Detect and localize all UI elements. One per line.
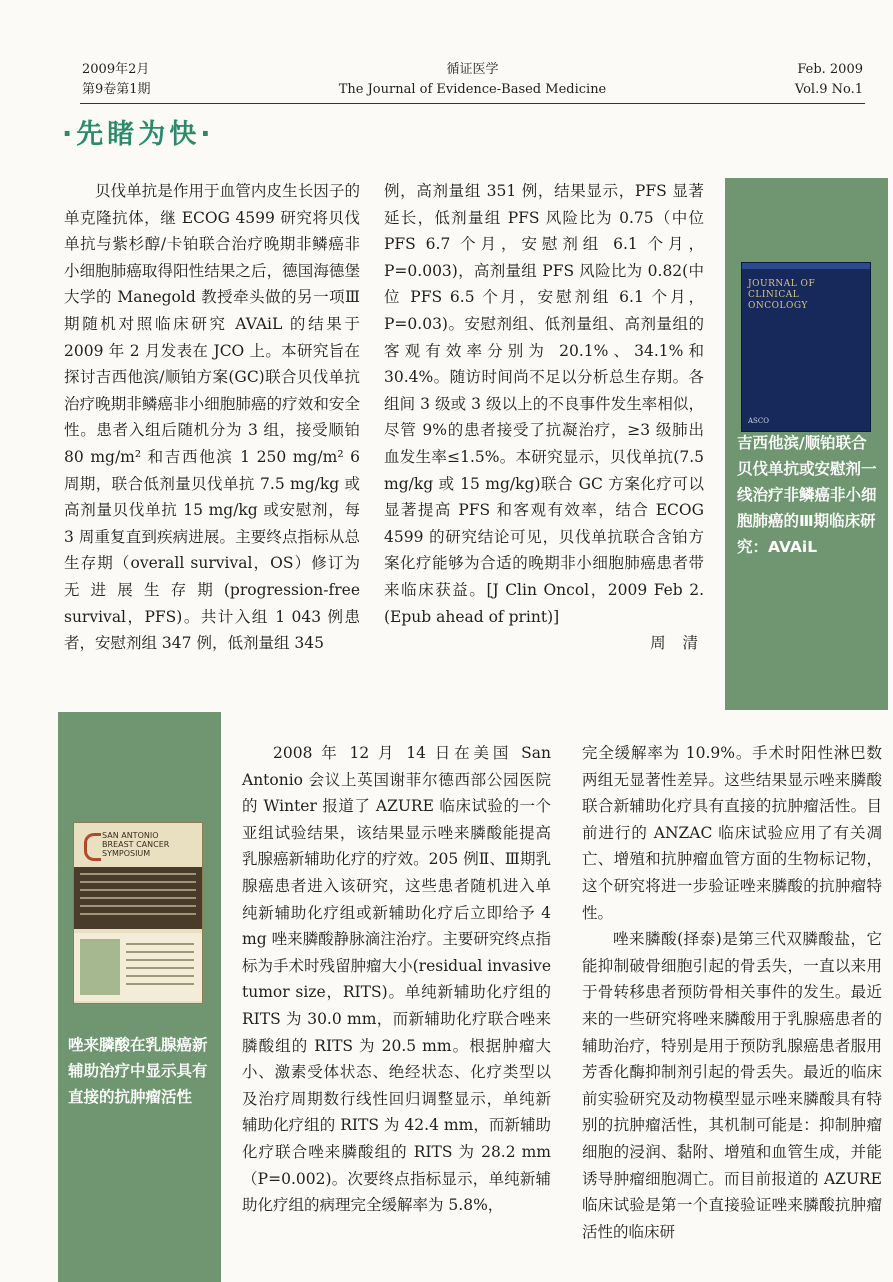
article2-paragraph-cont: 完全缓解率为 10.9%。手术时阳性淋巴数两组无显著性差异。这些结果显示唑来膦酸联合新辅助化疗具有直接的抗肿瘤活性。目前进行的 ANZAC 临床试验应用了有关凋亡、增殖和抗肿瘤血管方面的生物标记物，这个研究将进一步验证唑来膦酸的抗肿瘤特性。 xyxy=(582,744,882,922)
article2-paragraph: 2008 年 12 月 14 日在美国 San Antonio 会议上英国谢菲尔德西部公园医院的 Winter 报道了 AZURE 临床试验的一个亚组试验结果，该结果显示唑来膦酸能提高乳腺癌新辅助化疗的疗效。205 例Ⅱ、Ⅲ期乳腺癌患者进入该研究，这些患者随机进入单纯新辅助化疗组或新辅助化疗后立即给予 4 mg 唑来膦酸静脉滴注治疗。主要研究终点指标为手术时残留肿瘤大小(residual invasive tumor size，RITS)。单纯新辅助化疗组的 RITS 为 30.0 mm，而新辅助化疗联合唑来膦酸组的 RITS 为 20.5 mm。根据肿瘤大小、激素受体状态、绝经状态、化疗类型以及治疗周期数行线性回归调整显示，单纯新辅助化疗组的 RITS 为 42.4 mm，而新辅助化疗联合唑来膦酸组的 RITS 为 28.2 mm（P=0.002)。次要终点指标显示，单纯新辅助化疗组的病理完全缓解率为 5.8%， xyxy=(242,744,551,1215)
article2-caption: 唑来膦酸在乳腺癌新辅助治疗中显示具有直接的抗肿瘤活性 xyxy=(68,1036,208,1106)
article1-column1 xyxy=(64,178,360,657)
section-title: ·先睹为快· xyxy=(62,119,215,150)
header-volume-en: Vol.9 No.1 xyxy=(794,82,863,97)
cover-footer-logo: ASCO xyxy=(748,417,769,425)
header-date: 2009年2月 xyxy=(82,62,150,77)
cover-photo xyxy=(80,939,120,995)
article2-paragraph2: 唑来膦酸(择泰)是第三代双膦酸盐，它能抑制破骨细胞引起的骨丢失，一直以来用于骨转移患者预防骨相关事件的发生。最近来的一些研究将唑来膦酸用于乳腺癌患者的辅助治疗，特别是用于预防乳腺癌患者服用芳香化酶抑制剂引起的骨丢失。最近的临床前实验研究及动物模型显示唑来膦酸具有特别的抗肿瘤活性，其机制可能是：抑制肿瘤细胞的浸润、黏附、增殖和血管生成，并能诱导肿瘤细胞凋亡。而目前报道的 AZURE 临床试验是第一个直接验证唑来膦酸抗肿瘤活性的临床研 xyxy=(582,930,882,1241)
journal-cover-image xyxy=(741,262,871,432)
article1-author: 周 清 xyxy=(650,634,704,653)
cover-text-band xyxy=(74,867,202,929)
article1-paragraph: 贝伐单抗是作用于血管内皮生长因子的单克隆抗体，继 ECOG 4599 研究将贝伐单抗与紫杉醇/卡铂联合治疗晚期非鳞癌非小细胞肺癌取得阳性结果之后，德国海德堡大学的 Manegold 教授牵头做的另一项Ⅲ期随机对照临床研究 AVAiL 的结果于 2009 年 2 月发表在 JCO 上。本研究旨在探讨吉西他滨/顺铂方案(GC)联合贝伐单抗治疗晚期非鳞癌非小细胞肺癌的疗效和安全性。患者入组后随机分为 3 组，接受顺铂 80 mg/m² 和吉西他滨 1 250 mg/m² 6 周期，联合低剂量贝伐单抗 7.5 mg/kg 或高剂量贝伐单抗 15 mg/kg 或安慰剂，每 3 周重复直到疾病进展。主要终点指标从总生存期（overall survival，OS）修订为无进展生存期(progression-free survival，PFS)。共计入组 1 043 例患者，安慰剂组 347 例，低剂量组 345 xyxy=(64,182,360,653)
header-journal xyxy=(300,60,645,100)
cover-symposium-title: SAN ANTONIO BREAST CANCER SYMPOSIUM xyxy=(102,831,170,858)
article2-column2 xyxy=(582,740,882,1245)
header-issue-date xyxy=(82,60,151,100)
symposium-cover-image xyxy=(73,822,203,1004)
cover-stripe xyxy=(742,263,870,269)
header-rule xyxy=(80,103,865,104)
header-date-en: Feb. 2009 xyxy=(797,62,863,77)
article1-caption: 吉西他滨/顺铂联合贝伐单抗或安慰剂一线治疗非鳞癌非小细胞肺癌的Ⅲ期临床研究：AVAiL xyxy=(737,434,877,556)
cover-journal-title: JOURNAL OF CLINICAL ONCOLOGY xyxy=(748,279,816,311)
journal-name-cn: 循证医学 xyxy=(446,62,499,77)
symposium-logo-icon xyxy=(84,833,101,861)
header-volume: 第9卷第1期 xyxy=(82,82,151,97)
article1-paragraph-cont: 例，高剂量组 351 例，结果显示，PFS 显著延长，低剂量组 PFS 风险比为 0.75（中位 PFS 6.7 个月，安慰剂组 6.1 个月，P=0.003)，高剂量组 PFS 风险比为 0.82(中位 PFS 6.5 个月，安慰剂组 6.1 个月，P=0.03)。安慰剂组、低剂量组、高剂量组的客观有效率分别为 20.1%、34.1%和 30.4%。随访时间尚不足以分析总生存期。各组间 3 级或 3 级以上的不良事件发生率相似，尽管 9%的患者接受了抗凝治疗，≥3 级肺出血发生率≤1.5%。本研究显示，贝伐单抗(7.5 mg/kg 或 15 mg/kg)联合 GC 方案化疗可以显著提高 PFS 和客观有效率，结合 ECOG 4599 的研究结论可见，贝伐单抗联合含铂方案化疗能够为合适的晚期非小细胞肺癌患者带来临床获益。[J Clin Oncol，2009 Feb 2. (Epub ahead of print)] xyxy=(384,182,704,626)
article1-column2 xyxy=(384,178,704,657)
header-issue-en xyxy=(795,60,863,100)
journal-name-en: The Journal of Evidence-Based Medicine xyxy=(338,82,607,97)
cover-lower-panel xyxy=(74,933,202,1001)
article2-column1 xyxy=(242,740,551,1219)
